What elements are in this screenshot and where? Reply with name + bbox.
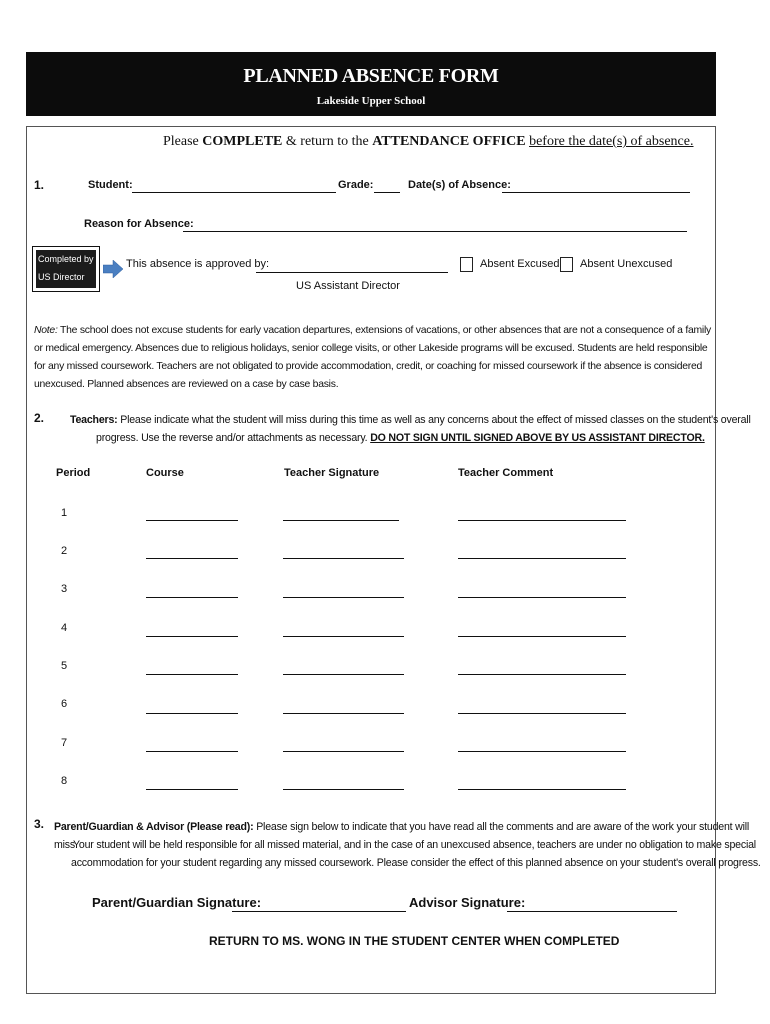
return-instruction: RETURN TO MS. WONG IN THE STUDENT CENTER WHEN COMPLETED xyxy=(209,934,620,948)
teacher-signature-field[interactable] xyxy=(283,636,404,637)
arrow-right-icon xyxy=(103,260,123,278)
instruction-complete: COMPLETE xyxy=(202,134,283,149)
course-field[interactable] xyxy=(146,597,238,598)
teachers-label: Teachers: xyxy=(70,414,118,426)
instruction-office: ATTENDANCE OFFICE xyxy=(372,134,526,149)
instruction-please: Please xyxy=(163,134,199,149)
parent-advisor-label: Parent/Guardian & Advisor (Please read): xyxy=(54,821,254,833)
teacher-comment-field[interactable] xyxy=(458,558,626,559)
section1-number: 1. xyxy=(34,178,45,192)
course-field[interactable] xyxy=(146,674,238,675)
teacher-signature-field[interactable] xyxy=(283,674,404,675)
badge-inner xyxy=(36,250,96,288)
student-label: Student: xyxy=(88,179,133,191)
instruction-line xyxy=(163,134,694,150)
instruction-before: before the date(s) of absence. xyxy=(529,134,694,149)
col-course: Course xyxy=(146,467,184,479)
teacher-signature-field[interactable] xyxy=(283,520,399,521)
course-field[interactable] xyxy=(146,751,238,752)
col-teacher-signature: Teacher Signature xyxy=(284,467,380,479)
course-field[interactable] xyxy=(146,789,238,790)
form-header xyxy=(26,52,716,116)
parent-signature-field[interactable] xyxy=(232,911,406,912)
section2-text-line2 xyxy=(96,429,705,447)
period-number: 1 xyxy=(61,507,68,519)
absent-excused-label: Absent Excused xyxy=(480,258,560,270)
dates-label: Date(s) of Absence: xyxy=(408,179,511,191)
teacher-signature-field[interactable] xyxy=(283,789,404,790)
teachers-instructions-2: progress. Use the reverse and/or attachments as necessary. xyxy=(96,432,368,444)
teacher-comment-field[interactable] xyxy=(458,751,626,752)
note-label: Note: xyxy=(34,325,58,336)
completed-by-badge xyxy=(32,246,100,292)
section2-text-line1 xyxy=(70,411,751,429)
course-field[interactable] xyxy=(146,558,238,559)
approver-title: US Assistant Director xyxy=(296,280,400,292)
grade-field[interactable] xyxy=(374,192,400,193)
parent-signature-label: Parent/Guardian Signature: xyxy=(92,895,262,910)
course-field[interactable] xyxy=(146,520,238,521)
teacher-signature-field[interactable] xyxy=(283,751,404,752)
period-number: 7 xyxy=(61,737,68,749)
grade-label: Grade: xyxy=(338,179,374,191)
advisor-signature-label: Advisor Signature: xyxy=(409,895,526,910)
advisor-signature-field[interactable] xyxy=(507,911,677,912)
instruction-return: & return to the xyxy=(285,134,369,149)
course-field[interactable] xyxy=(146,636,238,637)
section2-number: 2. xyxy=(34,411,45,425)
section3-line3: accommodation for your student regarding any missed coursework. Please consider the effect of this planned absence on your student's overall progress. xyxy=(71,857,761,869)
do-not-sign-warning: DO NOT SIGN UNTIL SIGNED ABOVE BY US ASSISTANT DIRECTOR. xyxy=(370,432,705,444)
form-title: PLANNED ABSENCE FORM xyxy=(243,65,499,87)
teacher-comment-field[interactable] xyxy=(458,789,626,790)
col-period: Period xyxy=(56,467,91,479)
period-number: 8 xyxy=(61,775,68,787)
course-field[interactable] xyxy=(146,713,238,714)
teacher-signature-field[interactable] xyxy=(283,597,404,598)
approved-label: This absence is approved by: xyxy=(126,258,270,270)
absent-excused-checkbox[interactable] xyxy=(460,257,473,272)
period-number: 2 xyxy=(61,545,68,557)
col-teacher-comment: Teacher Comment xyxy=(458,467,554,479)
teacher-comment-field[interactable] xyxy=(458,713,626,714)
badge-line2: US Director xyxy=(38,272,85,282)
teacher-comment-field[interactable] xyxy=(458,520,626,521)
absent-unexcused-checkbox[interactable] xyxy=(560,257,573,272)
teacher-comment-field[interactable] xyxy=(458,674,626,675)
teacher-signature-field[interactable] xyxy=(283,713,404,714)
absent-unexcused-label: Absent Unexcused xyxy=(580,258,673,270)
period-number: 3 xyxy=(61,583,68,595)
teacher-signature-field[interactable] xyxy=(283,558,404,559)
approver-signature-field[interactable] xyxy=(256,272,448,273)
parent-advisor-text1: Please sign below to indicate that you have read all the comments and are aware of the work your student will miss. xyxy=(54,821,750,851)
note-paragraph xyxy=(34,322,718,394)
reason-label: Reason for Absence: xyxy=(84,218,194,230)
school-name: Lakeside Upper School xyxy=(316,95,426,107)
teacher-comment-field[interactable] xyxy=(458,597,626,598)
section3-line2: Your student will be held responsible for all missed material, and in the case of an unexcused absence, teachers are under no obligation to make special xyxy=(73,839,756,851)
section3-number: 3. xyxy=(34,817,45,831)
period-number: 5 xyxy=(61,660,68,672)
teacher-comment-field[interactable] xyxy=(458,636,626,637)
reason-field[interactable] xyxy=(183,231,687,232)
note-text: The school does not excuse students for early vacation departures, extensions of vacations, or other absences that are not a consequence of a family or medical emergency. Absences due to religious holidays, senior college visits, or other Lakeside programs will be excused. Students are held responsible for any missed coursework. Teachers are not obligated to provide accommodation, credit, or coaching for missed coursework if the absence is considered unexcused. Planned absences are reviewed on a case by case basis. xyxy=(34,325,711,390)
teachers-instructions: Please indicate what the student will miss during this time as well as any concerns about the effect of missed classes on the student's overall xyxy=(120,414,751,426)
period-number: 6 xyxy=(61,698,68,710)
dates-field[interactable] xyxy=(502,192,690,193)
student-field[interactable] xyxy=(132,192,336,193)
period-number: 4 xyxy=(61,622,68,634)
badge-line1: Completed by xyxy=(38,254,94,264)
